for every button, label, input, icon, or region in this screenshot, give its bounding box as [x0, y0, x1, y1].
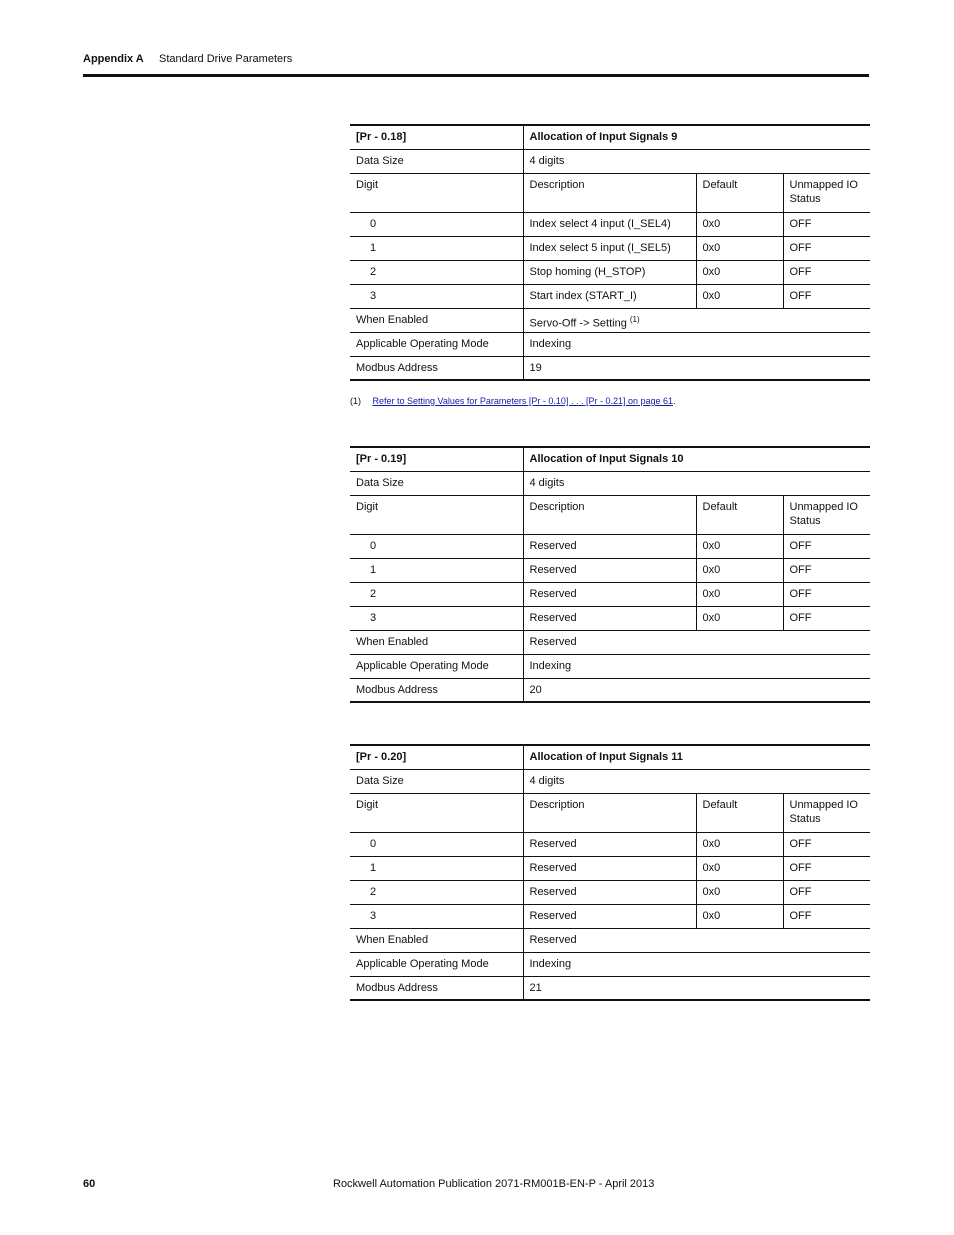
operating-mode-label: Applicable Operating Mode — [350, 332, 523, 356]
digit-header: Digit — [350, 793, 523, 832]
header-rule — [83, 74, 869, 77]
default-cell: 0x0 — [696, 534, 783, 558]
description-header: Description — [523, 173, 696, 212]
digit-cell: 1 — [350, 856, 523, 880]
description-cell: Reserved — [523, 832, 696, 856]
footnote-ref: (1) — [629, 314, 640, 324]
table-row — [350, 606, 870, 630]
param-name: Allocation of Input Signals 11 — [523, 745, 870, 769]
when-enabled-cell — [523, 928, 870, 952]
operating-mode-row — [350, 332, 870, 356]
description-cell: Start index (START_I) — [523, 284, 696, 308]
when-enabled-label: When Enabled — [350, 308, 523, 332]
when-enabled-row — [350, 928, 870, 952]
digit-header: Digit — [350, 173, 523, 212]
footnote — [350, 396, 676, 406]
param-name: Allocation of Input Signals 10 — [523, 447, 870, 471]
digit-cell: 0 — [350, 832, 523, 856]
operating-mode-row — [350, 654, 870, 678]
column-header-row — [350, 793, 870, 832]
digit-cell: 0 — [350, 212, 523, 236]
table-header-row — [350, 447, 870, 471]
digit-cell: 3 — [350, 284, 523, 308]
status-cell: OFF — [783, 582, 870, 606]
modbus-row — [350, 976, 870, 1000]
description-cell: Index select 4 input (I_SEL4) — [523, 212, 696, 236]
status-cell: OFF — [783, 856, 870, 880]
page-number: 60 — [83, 1178, 96, 1190]
table-row — [350, 856, 870, 880]
status-cell: OFF — [783, 880, 870, 904]
operating-mode-value: Indexing — [523, 952, 870, 976]
data-size-row — [350, 471, 870, 495]
status-header — [783, 793, 870, 832]
operating-mode-row — [350, 952, 870, 976]
status-cell: OFF — [783, 284, 870, 308]
table-row — [350, 534, 870, 558]
description-cell: Reserved — [523, 856, 696, 880]
section-title: Standard Drive Parameters — [159, 53, 293, 65]
operating-mode-label: Applicable Operating Mode — [350, 952, 523, 976]
description-cell: Reserved — [523, 582, 696, 606]
status-header-line1: Unmapped IO — [789, 500, 858, 513]
status-header — [783, 495, 870, 534]
modbus-row — [350, 678, 870, 702]
digit-cell: 2 — [350, 260, 523, 284]
status-cell: OFF — [783, 606, 870, 630]
digit-cell: 1 — [350, 558, 523, 582]
operating-mode-value: Indexing — [523, 654, 870, 678]
description-cell: Index select 5 input (I_SEL5) — [523, 236, 696, 260]
when-enabled-row — [350, 308, 870, 332]
data-size-row — [350, 149, 870, 173]
data-size-row — [350, 769, 870, 793]
when-enabled-label: When Enabled — [350, 928, 523, 952]
default-cell: 0x0 — [696, 582, 783, 606]
modbus-label: Modbus Address — [350, 678, 523, 702]
table-row — [350, 832, 870, 856]
default-header: Default — [696, 173, 783, 212]
table-row — [350, 582, 870, 606]
status-cell: OFF — [783, 236, 870, 260]
table-row — [350, 260, 870, 284]
description-cell: Reserved — [523, 558, 696, 582]
appendix-label: Appendix A — [83, 53, 144, 65]
param-id: [Pr - 0.20] — [350, 745, 523, 769]
table-header-row — [350, 125, 870, 149]
footnote-link[interactable]: Refer to Setting Values for Parameters [Pr - 0.10] . . . [Pr - 0.21] on page 61 — [372, 396, 674, 406]
table-row — [350, 558, 870, 582]
page-header — [83, 53, 293, 65]
modbus-value: 21 — [523, 976, 870, 1000]
data-size-value: 4 digits — [523, 769, 870, 793]
param-id: [Pr - 0.19] — [350, 447, 523, 471]
modbus-label: Modbus Address — [350, 976, 523, 1000]
modbus-value: 20 — [523, 678, 870, 702]
default-cell: 0x0 — [696, 212, 783, 236]
table-row — [350, 284, 870, 308]
default-cell: 0x0 — [696, 236, 783, 260]
status-header-line2: Status — [789, 812, 821, 825]
default-cell: 0x0 — [696, 606, 783, 630]
description-header: Description — [523, 495, 696, 534]
status-cell: OFF — [783, 212, 870, 236]
default-cell: 0x0 — [696, 284, 783, 308]
operating-mode-label: Applicable Operating Mode — [350, 654, 523, 678]
param-id: [Pr - 0.18] — [350, 125, 523, 149]
data-size-label: Data Size — [350, 471, 523, 495]
modbus-value: 19 — [523, 356, 870, 380]
when-enabled-value: Servo-Off -> Setting — [529, 317, 627, 330]
parameter-table — [350, 446, 870, 703]
table-row — [350, 904, 870, 928]
status-cell: OFF — [783, 558, 870, 582]
parameter-table — [350, 744, 870, 1001]
description-cell: Reserved — [523, 904, 696, 928]
status-header — [783, 173, 870, 212]
when-enabled-cell — [523, 308, 870, 332]
when-enabled-value: Reserved — [529, 635, 577, 648]
data-size-value: 4 digits — [523, 149, 870, 173]
default-cell: 0x0 — [696, 260, 783, 284]
default-cell: 0x0 — [696, 880, 783, 904]
status-cell: OFF — [783, 260, 870, 284]
default-cell: 0x0 — [696, 558, 783, 582]
param-name: Allocation of Input Signals 9 — [523, 125, 870, 149]
default-cell: 0x0 — [696, 904, 783, 928]
default-cell: 0x0 — [696, 856, 783, 880]
status-header-line1: Unmapped IO — [789, 178, 858, 191]
status-header-line2: Status — [789, 514, 821, 527]
default-header: Default — [696, 495, 783, 534]
default-cell: 0x0 — [696, 832, 783, 856]
digit-cell: 3 — [350, 904, 523, 928]
table-row — [350, 880, 870, 904]
status-cell: OFF — [783, 904, 870, 928]
digit-cell: 2 — [350, 582, 523, 606]
data-size-label: Data Size — [350, 769, 523, 793]
default-header: Default — [696, 793, 783, 832]
operating-mode-value: Indexing — [523, 332, 870, 356]
table-row — [350, 212, 870, 236]
modbus-label: Modbus Address — [350, 356, 523, 380]
parameter-table — [350, 124, 870, 381]
column-header-row — [350, 495, 870, 534]
footnote-trail: . — [673, 396, 676, 406]
status-cell: OFF — [783, 832, 870, 856]
digit-cell: 2 — [350, 880, 523, 904]
description-cell: Reserved — [523, 880, 696, 904]
column-header-row — [350, 173, 870, 212]
modbus-row — [350, 356, 870, 380]
digit-cell: 1 — [350, 236, 523, 260]
table-row — [350, 236, 870, 260]
description-header: Description — [523, 793, 696, 832]
when-enabled-label: When Enabled — [350, 630, 523, 654]
digit-cell: 0 — [350, 534, 523, 558]
description-cell: Reserved — [523, 534, 696, 558]
data-size-value: 4 digits — [523, 471, 870, 495]
when-enabled-cell — [523, 630, 870, 654]
digit-header: Digit — [350, 495, 523, 534]
publication-info: Rockwell Automation Publication 2071-RM001B-EN-P - April 2013 — [333, 1178, 655, 1190]
footnote-marker: (1) — [350, 396, 361, 406]
digit-cell: 3 — [350, 606, 523, 630]
table-header-row — [350, 745, 870, 769]
status-header-line2: Status — [789, 192, 821, 205]
data-size-label: Data Size — [350, 149, 523, 173]
when-enabled-row — [350, 630, 870, 654]
when-enabled-value: Reserved — [529, 933, 577, 946]
description-cell: Reserved — [523, 606, 696, 630]
description-cell: Stop homing (H_STOP) — [523, 260, 696, 284]
status-cell: OFF — [783, 534, 870, 558]
status-header-line1: Unmapped IO — [789, 798, 858, 811]
